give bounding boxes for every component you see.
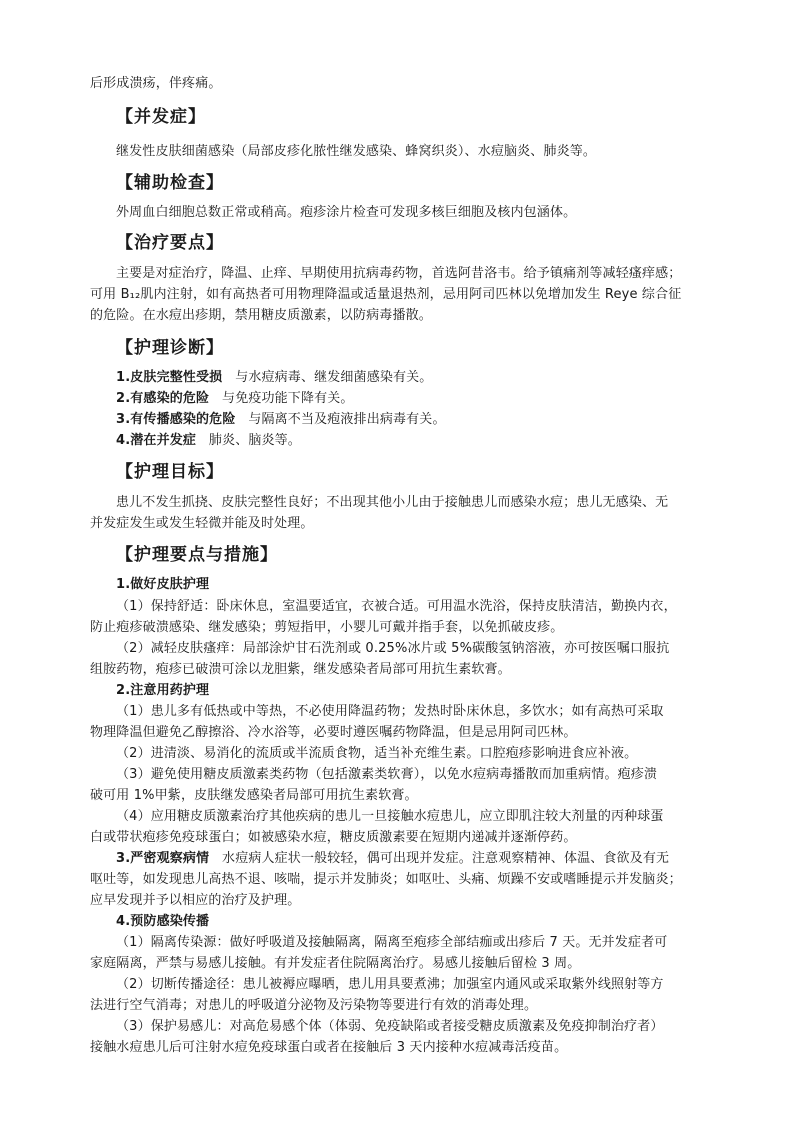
care-2-p3-line-2: 破可用 1%甲紫，皮肤继发感染者局部可用抗生素软膏。 <box>90 788 418 803</box>
intro-tail: 后形成溃疡，伴疼痛。 <box>90 76 222 91</box>
care-subheading-1: 1.做好皮肤护理 <box>116 577 210 592</box>
care-subheading-4: 4.预防感染传播 <box>116 914 210 929</box>
treatment-line-1: 主要是对症治疗，降温、止痒、早期使用抗病毒药物，首选阿昔洛韦。给予镇痛剂等减轻瘙痒感； <box>116 266 682 281</box>
diagnosis-item-3 <box>116 409 734 431</box>
diagnosis-text: 与免疫功能下降有关。 <box>222 391 354 406</box>
diagnosis-label: 4.潜在并发症 <box>116 433 197 448</box>
diagnosis-text: 与水痘病毒、继发细菌感染有关。 <box>235 370 433 385</box>
care-2-p3-line-1: （3）避免使用糖皮质激素类药物（包括激素类软膏），以免水痘病毒播散而加重病情。疱疹溃 <box>116 767 658 782</box>
care-4-p3-line-1: （3）保护易感儿：对高危易感个体（体弱、免疫缺陷或者接受糖皮质激素及免疫抑制治疗者） <box>116 1019 664 1034</box>
heading-aux-exam: 【辅助检查】 <box>116 173 224 193</box>
heading-treatment: 【治疗要点】 <box>116 233 224 253</box>
care-3-line-3: 应早发现并予以相应的治疗及护理。 <box>90 893 301 908</box>
goal-line-2: 并发症发生或发生轻微并能及时处理。 <box>90 516 314 531</box>
diagnosis-item-1 <box>116 367 734 389</box>
goal-line-1: 患儿不发生抓挠、皮肤完整性良好；不出现其他小儿由于接触患儿而感染水痘；患儿无感染、无 <box>116 495 669 510</box>
care-4-p1-line-1: （1）隔离传染源：做好呼吸道及接触隔离，隔离至疱疹全部结痂或出疹后 7 天。无并发症者可 <box>116 935 668 950</box>
heading-nursing-diagnosis: 【护理诊断】 <box>116 338 224 358</box>
care-3-line-2: 呕吐等，如发现患儿高热不退、咳喘，提示并发肺炎；如呕吐、头痛、烦躁不安或嗜睡提示并发脑炎； <box>90 872 682 887</box>
heading-complication: 【并发症】 <box>116 107 206 127</box>
care-2-p4-line-2: 白或带状疱疹免疫球蛋白；如被感染水痘，糖皮质激素要在短期内递减并逐渐停药。 <box>90 830 577 845</box>
diagnosis-label: 1.皮肤完整性受损 <box>116 370 223 385</box>
aux-exam-text: 外周血白细胞总数正常或稍高。疱疹涂片检查可发现多核巨细胞及核内包涵体。 <box>116 205 577 220</box>
diagnosis-label: 2.有感染的危险 <box>116 391 210 406</box>
diagnosis-text: 与隔离不当及疱液排出病毒有关。 <box>248 412 446 427</box>
diagnosis-item-4 <box>116 430 734 452</box>
care-subheading-3: 3.严密观察病情 <box>116 851 210 866</box>
care-4-p2-line-2: 法进行空气消毒；对患儿的呼吸道分泌物及污染物等要进行有效的消毒处理。 <box>90 998 538 1013</box>
care-1-p2-line-2: 组胺药物，疱疹已破溃可涂以龙胆紫，继发感染者局部可用抗生素软膏。 <box>90 662 511 677</box>
care-1-p1-line-2: 防止疱疹破溃感染、继发感染；剪短指甲，小婴儿可戴并指手套，以免抓破皮疹。 <box>90 620 564 635</box>
treatment-line-2: 可用 B₁₂肌内注射，如有高热者可用物理降温或适量退热剂，忌用阿司匹林以免增加发生 Reye 综合征 <box>90 287 682 302</box>
heading-care-measures: 【护理要点与措施】 <box>116 545 278 565</box>
care-4-p2-line-1: （2）切断传播途径：患儿被褥应曝晒，患儿用具要煮沸；加强室内通风或采取紫外线照射等方 <box>116 977 664 992</box>
treatment-line-3: 的危险。在水痘出疹期，禁用糖皮质激素，以防病毒播散。 <box>90 308 432 323</box>
heading-nursing-goal: 【护理目标】 <box>116 462 224 482</box>
care-2-p1-line-2: 物理降温但避免乙醇擦浴、冷水浴等，必要时遵医嘱药物降温，但是忌用阿司匹林。 <box>90 725 577 740</box>
care-2-p4-line-1: （4）应用糖皮质激素治疗其他疾病的患儿一旦接触水痘患儿，应立即肌注较大剂量的丙种球蛋 <box>116 809 664 824</box>
care-4-p3-line-2: 接触水痘患儿后可注射水痘免疫球蛋白或者在接触后 3 天内接种水痘减毒活疫苗。 <box>90 1040 568 1055</box>
complication-text: 继发性皮肤细菌感染（局部皮疹化脓性继发感染、蜂窝织炎）、水痘脑炎、肺炎等。 <box>116 144 597 159</box>
diagnosis-text: 肺炎、脑炎等。 <box>208 433 301 448</box>
diagnosis-label: 3.有传播感染的危险 <box>116 412 236 427</box>
care-3-line-1 <box>116 848 734 870</box>
diagnosis-item-2 <box>116 388 734 410</box>
care-3-text: 水痘病人症状一般较轻，偶可出现并发症。注意观察精神、体温、食欲及有无 <box>222 851 670 866</box>
care-1-p2-line-1: （2）减轻皮肤瘙痒：局部涂炉甘石洗剂或 0.25%冰片或 5%碳酸氢钠溶液，亦可按医嘱口服抗 <box>116 641 670 656</box>
care-2-p1-line-1: （1）患儿多有低热或中等热，不必使用降温药物；发热时卧床休息，多饮水；如有高热可采取 <box>116 704 664 719</box>
care-4-p1-line-2: 家庭隔离，严禁与易感儿接触。有并发症者住院隔离治疗。易感儿接触后留检 3 周。 <box>90 956 581 971</box>
care-1-p1-line-1: （1）保持舒适：卧床休息，室温要适宜，衣被合适。可用温水洗浴，保持皮肤清洁，勤换内衣， <box>116 599 677 614</box>
care-subheading-2: 2.注意用药护理 <box>116 683 210 698</box>
care-2-p2: （2）进清淡、易消化的流质或半流质食物，适当补充维生素。口腔疱疹影响进食应补液。 <box>116 746 638 761</box>
